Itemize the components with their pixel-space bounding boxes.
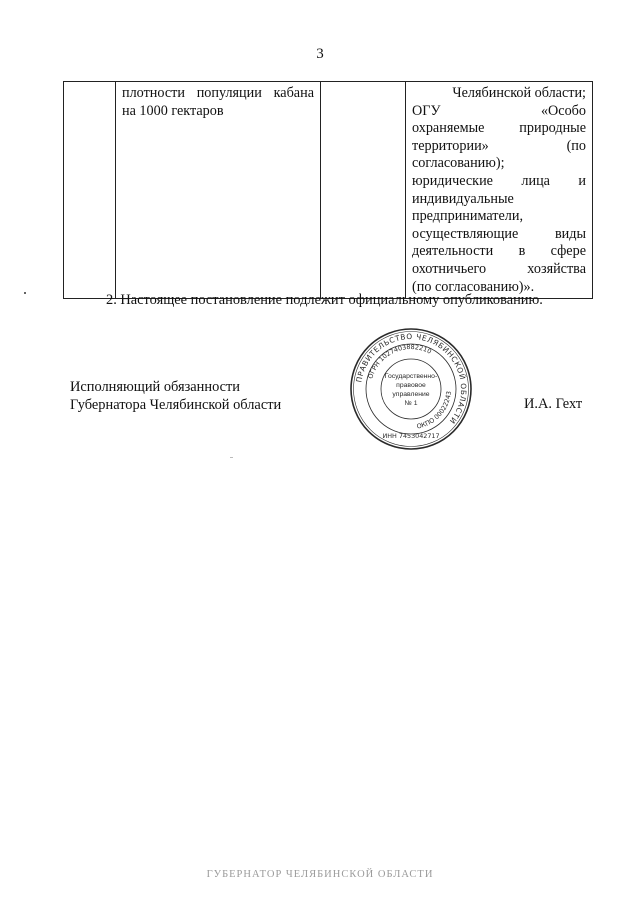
table-cell-deadline — [321, 82, 406, 299]
signatory-title-line1: Исполняющий обязанности — [70, 379, 241, 395]
signatory-title-line2: Губернатора Челябинской области — [70, 397, 282, 413]
responsible-text-line: Челябинской области; — [452, 85, 586, 101]
signatory-title — [70, 378, 281, 414]
seal-center-line3: управление — [392, 391, 430, 398]
seal-ogrn: ОГРН 1027403882210 — [366, 342, 433, 380]
measure-text-line: плотности популяции кабана — [122, 85, 314, 101]
responsible-text-line: охраняемые природные — [412, 120, 586, 137]
seal-outer-ring-text: ПРАВИТЕЛЬСТВО ЧЕЛЯБИНСКОЙ ОБЛАСТИ — [354, 331, 469, 426]
seal-inn: ИНН 7453042717 — [382, 432, 440, 440]
responsible-text-line: осуществляющие виды — [412, 225, 586, 242]
seal-center-line2: правовое — [396, 382, 426, 389]
responsible-text-line: деятельности в сфере — [412, 243, 586, 260]
paragraph-publication: 2. Настоящее постановление подлежит официальному опубликованию. — [106, 292, 543, 308]
responsible-text-line: предприниматели, — [412, 208, 524, 225]
responsible-text-line: территории» (по — [412, 137, 586, 154]
continuation-table — [63, 81, 593, 299]
table-cell-number — [64, 82, 116, 299]
table-row — [64, 82, 593, 299]
official-seal-stamp — [348, 326, 474, 452]
page-footer: ГУБЕРНАТОР ЧЕЛЯБИНСКОЙ ОБЛАСТИ — [206, 869, 434, 880]
responsible-text-line: юридические лица и — [412, 172, 586, 189]
table-cell-responsible — [406, 82, 593, 299]
signatory-name: И.А. Гехт — [524, 396, 583, 412]
seal-center-line4: № 1 — [404, 400, 418, 407]
responsible-text-line: согласованию); — [412, 155, 505, 172]
scan-artifact — [230, 457, 233, 458]
page-number: 3 — [316, 46, 324, 62]
seal-okpo: ОКПО 00022243 — [415, 390, 453, 431]
responsible-text-line: (по согласованию)». — [412, 278, 535, 295]
measure-text-line: на 1000 гектаров — [122, 102, 224, 119]
responsible-text-line: ОГУ «Особо — [412, 102, 586, 119]
responsible-text-line: индивидуальные — [412, 190, 514, 207]
margin-dot — [24, 292, 26, 294]
table-cell-measure — [116, 82, 321, 299]
responsible-text-line: охотничьего хозяйства — [412, 260, 586, 277]
seal-center-line1: Государственно- — [384, 373, 438, 380]
